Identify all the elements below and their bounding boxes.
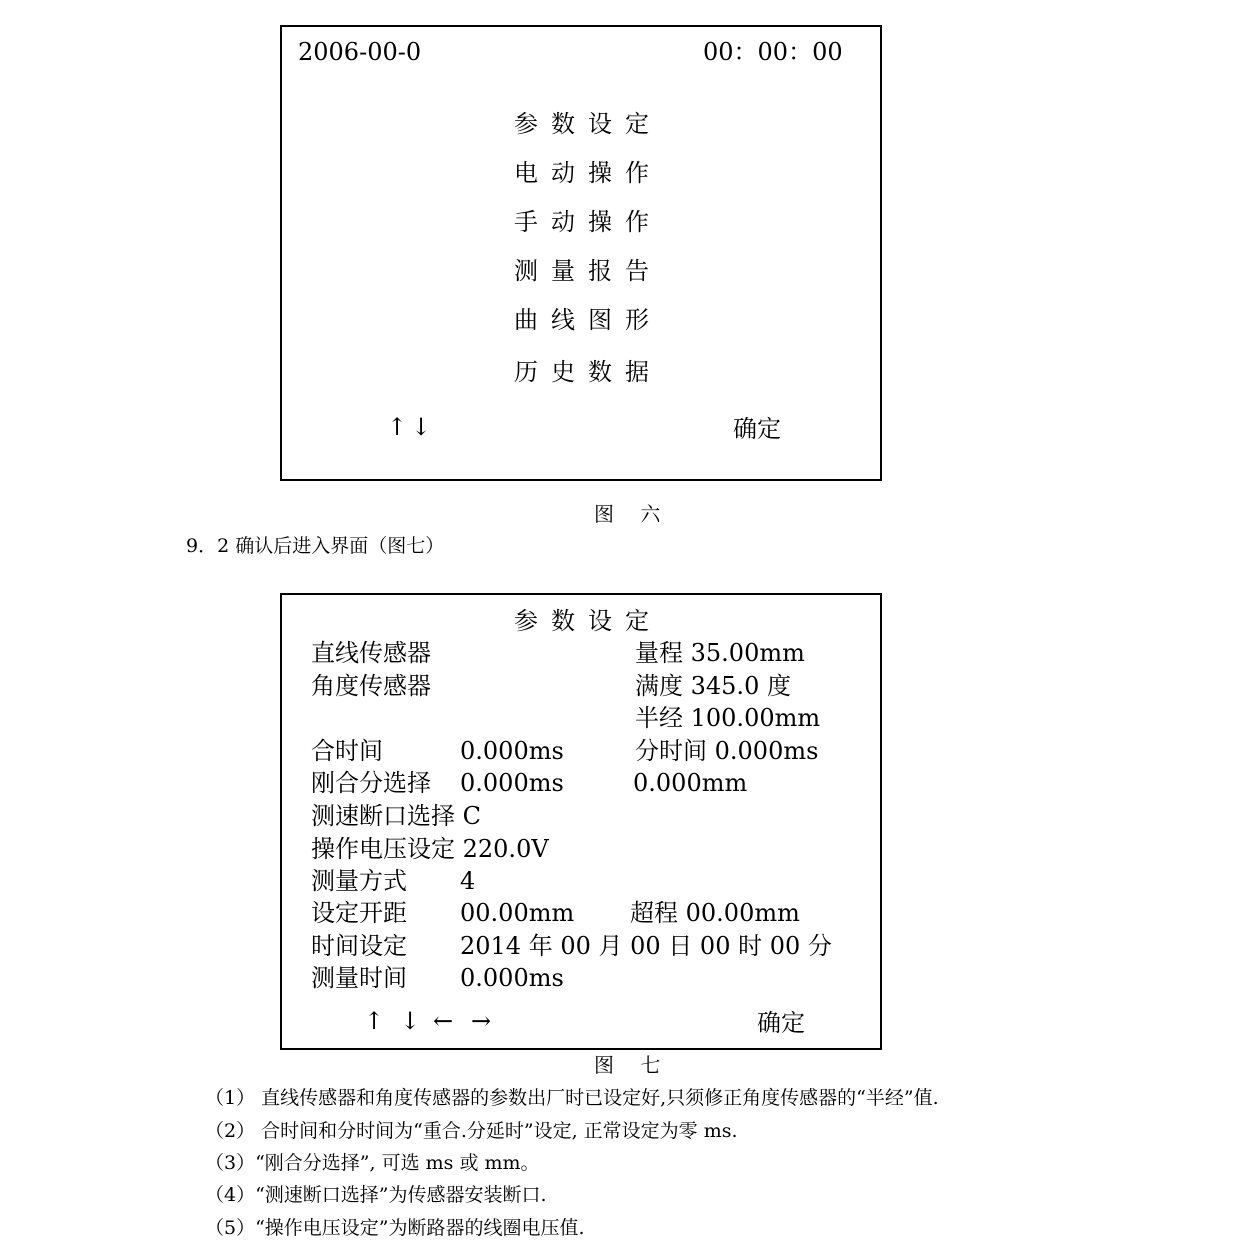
figure7-caption: 图 七 <box>594 1053 671 1077</box>
close-time-field[interactable]: 0.000ms <box>460 737 564 765</box>
note-item: （3）“刚合分选择”, 可选 ms 或 mm。 <box>205 1152 540 1174</box>
time-setting-field[interactable]: 2014 年 00 月 00 日 00 时 00 分 <box>460 932 832 960</box>
range-field[interactable]: 量程 35.00mm <box>635 639 805 667</box>
measure-mode-label: 测量方式 <box>311 867 407 895</box>
measure-time-label: 测量时间 <box>311 964 407 992</box>
menu-item-parameter-setting[interactable]: 参数设定 <box>514 110 662 138</box>
open-distance-field[interactable]: 00.00mm <box>460 899 575 927</box>
menu-item-curve-graph[interactable]: 曲线图形 <box>514 306 662 334</box>
confirm-button[interactable]: 确定 <box>733 415 781 443</box>
main-menu-screen <box>280 25 882 481</box>
open-distance-label: 设定开距 <box>311 899 407 927</box>
note-item: （5）“操作电压设定”为断路器的线圈电压值. <box>205 1217 585 1239</box>
date-display: 2006-00-0 <box>298 38 422 66</box>
note-item: （4）“测速断口选择”为传感器安装断口. <box>205 1184 547 1206</box>
screen-title: 参数设定 <box>514 607 662 635</box>
measure-mode-field[interactable]: 4 <box>460 867 476 895</box>
confirm-button[interactable]: 确定 <box>757 1009 805 1037</box>
radius-field[interactable]: 半经 100.00mm <box>635 704 821 732</box>
right-arrow-icon[interactable]: → <box>471 1007 492 1035</box>
left-arrow-icon[interactable]: ← <box>433 1007 454 1035</box>
angle-sensor-label: 角度传感器 <box>311 672 431 700</box>
just-close-open-label: 刚合分选择 <box>311 769 431 797</box>
parameter-setting-screen <box>280 593 882 1050</box>
note-item: （2） 合时间和分时间为“重合.分延时”设定, 正常设定为零 ms. <box>205 1120 738 1142</box>
close-time-label: 合时间 <box>311 737 383 765</box>
measure-time-field[interactable]: 0.000ms <box>460 964 564 992</box>
note-item: （1） 直线传感器和角度传感器的参数出厂时已设定好,只须修正角度传感器的“半经”值. <box>205 1087 939 1109</box>
menu-item-measurement-report[interactable]: 测量报告 <box>514 257 662 285</box>
menu-item-history-data[interactable]: 历史数据 <box>514 358 662 386</box>
down-arrow-icon[interactable]: ↓ <box>411 413 432 441</box>
menu-item-electric-operation[interactable]: 电动操作 <box>514 159 662 187</box>
up-arrow-icon[interactable]: ↑ <box>364 1007 385 1035</box>
overtravel-field[interactable]: 超程 00.00mm <box>630 899 800 927</box>
figure6-caption: 图 六 <box>594 502 671 526</box>
operating-voltage-field[interactable]: 操作电压设定 220.0V <box>311 835 549 863</box>
just-close-open-ms-field[interactable]: 0.000ms <box>460 769 564 797</box>
time-setting-label: 时间设定 <box>311 932 407 960</box>
open-time-field[interactable]: 分时间 0.000ms <box>635 737 819 765</box>
speed-break-field[interactable]: 测速断口选择 C <box>311 802 481 830</box>
just-close-open-mm-field[interactable]: 0.000mm <box>633 769 748 797</box>
menu-item-manual-operation[interactable]: 手动操作 <box>514 208 662 236</box>
full-scale-field[interactable]: 满度 345.0 度 <box>635 672 791 700</box>
down-arrow-icon[interactable]: ↓ <box>400 1007 421 1035</box>
linear-sensor-label: 直线传感器 <box>311 639 431 667</box>
section-heading: 9．2 确认后进入界面（图七） <box>186 535 445 557</box>
up-arrow-icon[interactable]: ↑ <box>387 413 408 441</box>
time-display: 00：00：00 <box>703 38 843 66</box>
